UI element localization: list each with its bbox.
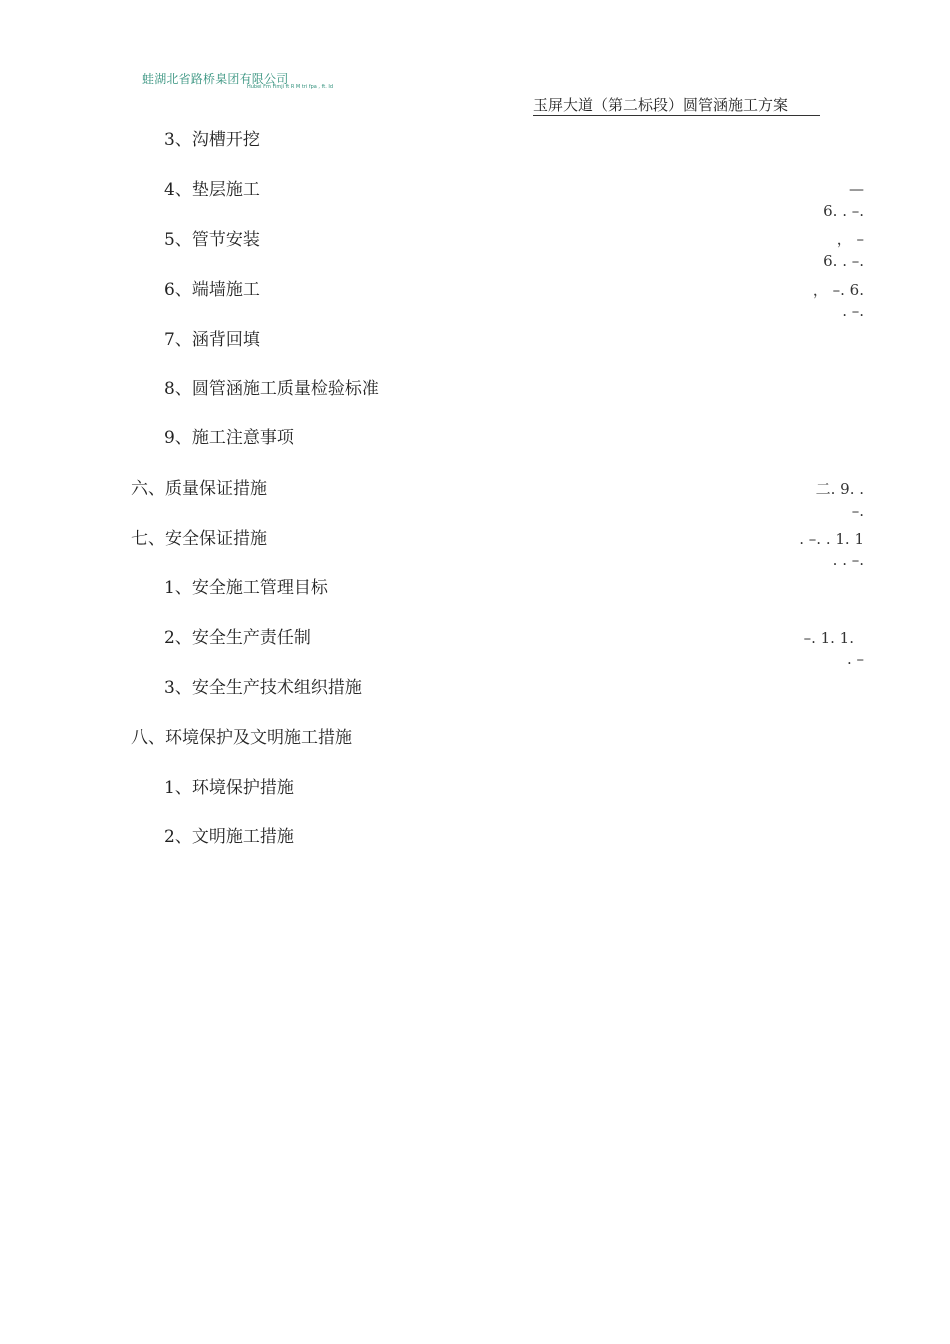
toc-item-civilized-construction: 2、文明施工措施	[164, 827, 294, 847]
toc-page-ref: 6. . –.	[823, 252, 864, 270]
toc-item-end-wall-construction: 6、端墙施工	[164, 280, 260, 300]
toc-page-ref: ， –. 6.	[812, 281, 864, 299]
toc-item-safety-responsibility: 2、安全生产责任制	[164, 628, 311, 648]
toc-item-safety-technical-measures: 3、安全生产技术组织措施	[164, 678, 362, 698]
toc-item-quality-standard: 8、圆管涵施工质量检验标准	[164, 379, 379, 399]
toc-item-precautions: 9、施工注意事项	[164, 428, 294, 448]
company-name: 蛙湖北省路桥臬团有限公司	[142, 72, 289, 86]
toc-page-ref: –. 1. 1.	[803, 629, 854, 647]
toc-item-environment-measures: 1、环境保护措施	[164, 778, 294, 798]
toc-section-quality-assurance: 六、质量保证措施	[131, 479, 267, 499]
toc-section-environmental-protection: 八、环境保护及文明施工措施	[131, 728, 352, 748]
document-title: 玉屏大道（第二标段）圆管涵施工方案	[533, 96, 820, 116]
toc-page-ref: ， –	[836, 230, 864, 248]
toc-page-ref: 二. 9. .	[815, 480, 864, 498]
toc-item-cushion-construction: 4、垫层施工	[164, 180, 260, 200]
toc-item-safety-goals: 1、安全施工管理目标	[164, 578, 328, 598]
toc-item-pipe-installation: 5、管节安装	[164, 230, 260, 250]
toc-page-ref: . –. . 1. 1	[799, 530, 864, 548]
toc-page-ref: –.	[851, 502, 864, 520]
toc-page-ref: —	[849, 180, 864, 198]
toc-page-ref: . –	[846, 650, 864, 668]
toc-item-trench-excavation: 3、沟槽开挖	[164, 130, 260, 150]
toc-page-ref: 6. . –.	[823, 202, 864, 220]
toc-page-ref: . –.	[842, 302, 864, 320]
company-english-name: Hubei Fm Fimji ft R M tri fpa , ft. Id	[247, 84, 334, 90]
toc-page-ref: . . –.	[832, 551, 864, 569]
toc-section-safety-assurance: 七、安全保证措施	[131, 529, 267, 549]
toc-item-backfill: 7、涵背回填	[164, 330, 260, 350]
